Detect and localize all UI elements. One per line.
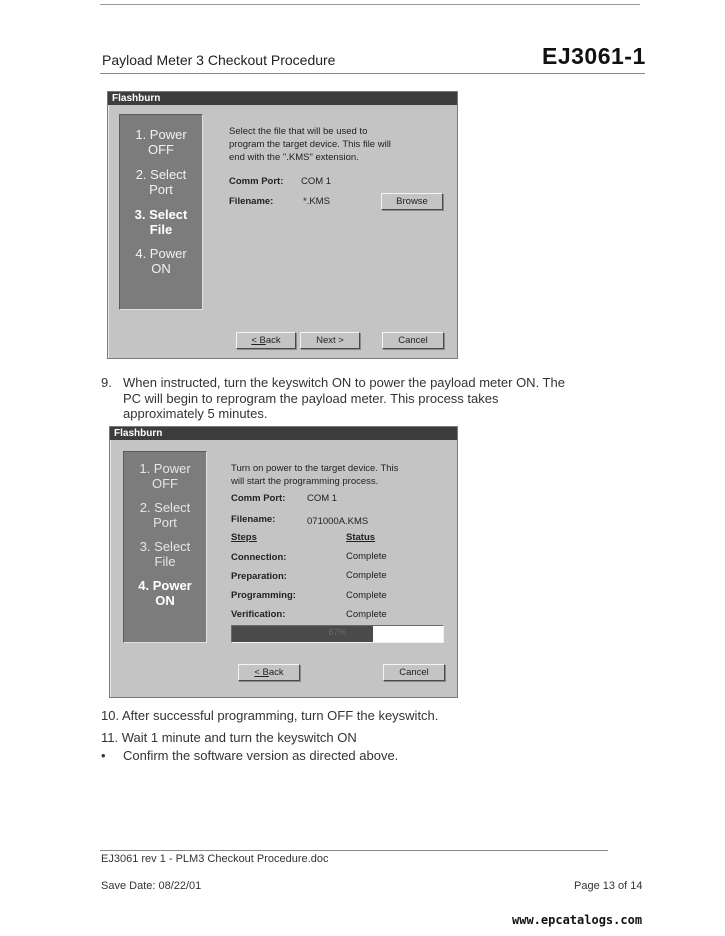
document-code: EJ3061-1 [542,43,646,69]
wizard-step-3: 3. Select File [139,539,191,569]
browse-button[interactable]: Browse [381,193,443,210]
steps-column-header: Steps [231,532,257,543]
flashburn-dialog-select-file [107,91,458,359]
back-button[interactable]: < Back [238,664,300,681]
progress-percent: 67% [328,627,347,637]
step-row-label: Connection: [231,552,287,563]
step-9: 9. When instructed, turn the keyswitch ON to power the payload meter ON. The PC will begin to reprogram the payload meter. This process takes approximately 5 minutes. [101,375,565,421]
wizard-step-4-active: 4. Power ON [138,578,192,608]
comm-port-value: COM 1 [301,176,332,187]
step-11: 11. Wait 1 minute and turn the keyswitch ON [101,730,357,745]
wizard-step-2: 2. Select Port [139,500,191,530]
comm-port-label: Comm Port: [229,176,284,187]
wizard-step-3-active: 3. Select File [134,207,188,237]
header-rule [100,73,645,74]
step-row-status: Complete [346,609,387,620]
step-row-label: Verification: [231,609,286,620]
bullet-item: • Confirm the software version as directed above. [101,748,399,763]
step-row-status: Complete [346,551,387,562]
programming-progress-bar [231,625,444,643]
footer-rule [100,850,608,851]
wizard-step-1: 1. Power OFF [139,461,191,491]
step-10: 10. After successful programming, turn OFF the keyswitch. [101,708,439,723]
comm-port-label: Comm Port: [231,493,286,504]
cancel-button[interactable]: Cancel [382,332,444,349]
watermark: www.epcatalogs.com [512,913,643,927]
step-row-label: Programming: [231,590,296,601]
wizard-steps-panel [123,451,207,643]
status-column-header: Status [346,532,376,543]
step-row-label: Preparation: [231,571,287,582]
dialog-instructions: Select the file that will be used to program the target device. This file will end with the ".KMS" extension. [229,126,391,163]
filename-label: Filename: [231,514,276,525]
step-row-status: Complete [346,570,387,581]
filename-value: 071000A.KMS [307,516,369,527]
bullet-icon: • [101,748,106,763]
wizard-step-2: 2. Select Port [135,167,187,197]
comm-port-value: COM 1 [307,493,338,504]
footer-document-name: EJ3061 rev 1 - PLM3 Checkout Procedure.doc [101,853,329,865]
top-rule [100,4,640,5]
next-button[interactable]: Next > [300,332,360,349]
document-title: Payload Meter 3 Checkout Procedure [102,52,336,68]
dialog-titlebar: Flashburn [108,92,457,105]
wizard-step-1: 1. Power OFF [135,127,187,157]
step-row-status: Complete [346,590,387,601]
flashburn-dialog-power-on [109,426,458,698]
wizard-step-4: 4. Power ON [135,246,187,276]
back-button[interactable]: < Back [236,332,296,349]
dialog-instructions: Turn on power to the target device. This will start the programming process. [231,463,399,487]
filename-label: Filename: [229,196,274,207]
dialog-titlebar: Flashburn [110,427,457,440]
wizard-steps-panel [119,114,203,310]
filename-value: *.KMS [303,196,330,207]
footer-save-date: Save Date: 08/22/01 [101,880,202,892]
cancel-button[interactable]: Cancel [383,664,445,681]
footer-page-number: Page 13 of 14 [574,880,643,892]
